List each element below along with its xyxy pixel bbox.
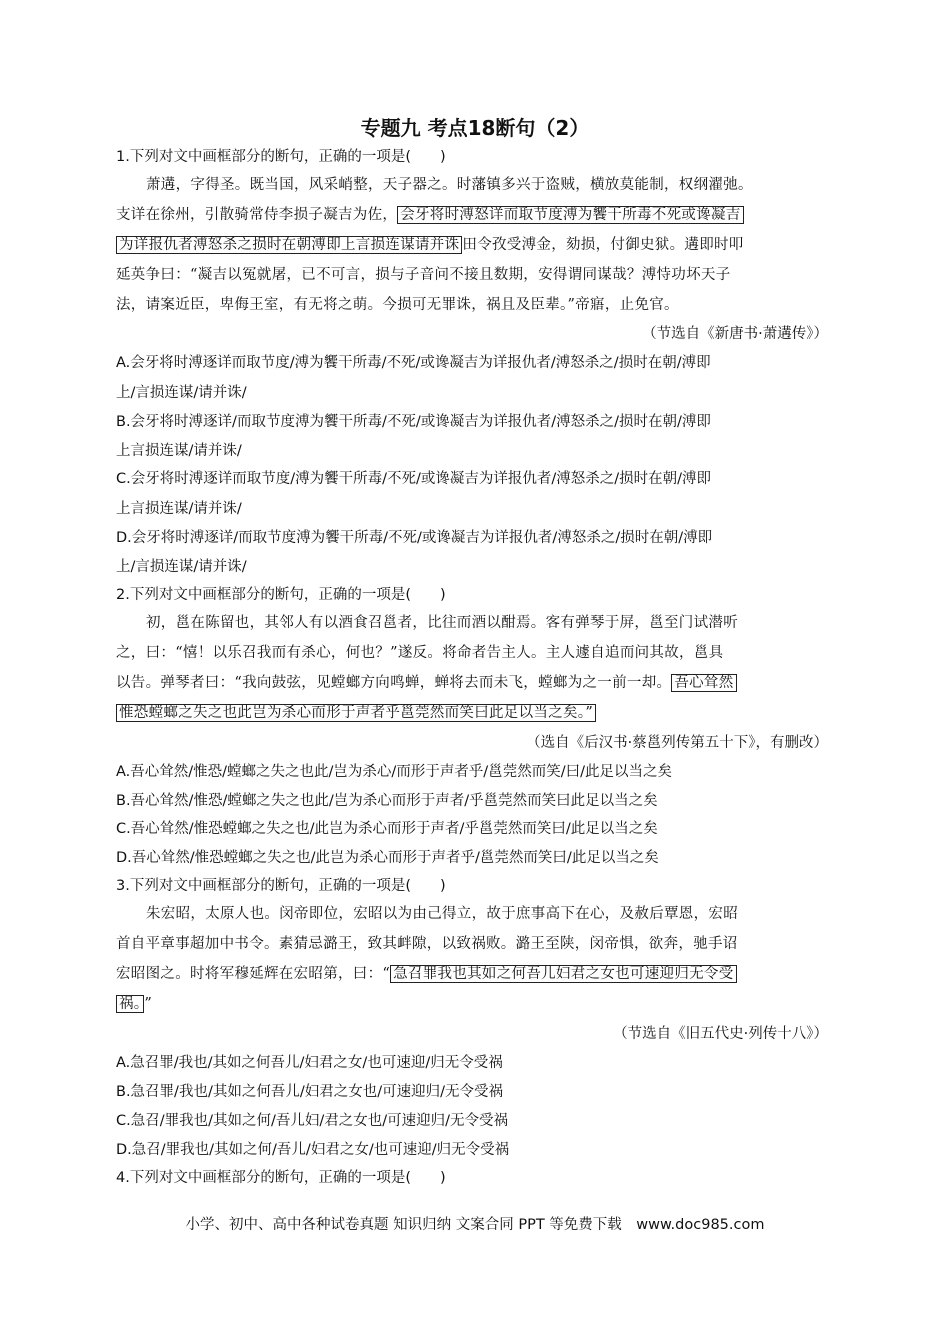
q3-passage-text: 宏昭图之。时将军穆延辉在宏昭第，曰：“ xyxy=(116,966,391,982)
q2-passage-line-1: 初，邕在陈留也，其邻人有以酒食召邕者，比往而酒以酣焉。客有弹琴于屏，邕至门试潜听 xyxy=(146,615,738,631)
q3-passage-line-4 xyxy=(116,992,152,1013)
question-3-stem: 3.下列对文中画框部分的断句，正确的一项是( ) xyxy=(116,878,446,894)
question-1-stem: 1.下列对文中画框部分的断句，正确的一项是( ) xyxy=(116,149,446,165)
q3-passage-line-2: 首自平章事超加中书令。素猜忌潞王，致其衅隙，以致祸败。潞王至陕，闵帝惧，欲奔，驰手诏 xyxy=(116,936,738,952)
q1-option-a-line-1: A.会牙将时溥逐详而取节度/溥为饗干所毒/不死/或谗凝吉为详报仇者/溥怒杀之/损时在朝/溥即 xyxy=(116,355,711,371)
q1-option-d-line-2: 上/言损连谋/请并诛/ xyxy=(116,559,247,575)
q1-option-d-line-1: D.会牙将时溥逐详/而取节度溥为饗干所毒/不死/或谗凝吉为详报仇者/溥怒杀之/损时在朝/溥即 xyxy=(116,530,713,546)
page-title: 专题九 考点18断句（2） xyxy=(360,116,590,140)
q1-passage-line-5: 法，请案近臣，卑侮王室，有无将之萌。今损可无罪诛，祸且及臣辈。”帝寤，止免官。 xyxy=(116,297,679,313)
q3-option-d: D.急召/罪我也/其如之何/吾儿/妇君之女/也可速迎/归无令受祸 xyxy=(116,1142,510,1158)
q1-option-c-line-2: 上言损连谋/请并诛/ xyxy=(116,501,242,517)
q2-passage-text: 以告。弹琴者曰：“我向鼓弦，见螳螂方向鸣蝉，蝉将去而未飞，螳螂为之一前一却。 xyxy=(116,675,672,691)
q3-option-a: A.急召罪/我也/其如之何吾儿/妇君之女/也可速迎/归无令受祸 xyxy=(116,1055,503,1071)
q1-passage-line-4: 延英争曰：“凝吉以冤就屠，已不可言，损与子音问不接且数期，安得谓同谋哉？溥恃功坏天子 xyxy=(116,267,731,283)
page-footer: 小学、初中、高中各种试卷真题 知识归纳 文案合同 PPT 等免费下载 www.doc985.com xyxy=(185,1217,765,1233)
q1-source: （节选自《新唐书·萧遘传》） xyxy=(642,326,828,342)
q3-passage-line-1: 朱宏昭，太原人也。闵帝即位，宏昭以为由己得立，故于庶事高下在心，及赦后覃恩，宏昭 xyxy=(146,906,738,922)
q2-passage-line-2: 之，曰：“憘！以乐召我而有杀心，何也？”遂反。将命者告主人。主人遽自追而问其故，邕具 xyxy=(116,645,724,661)
q2-option-c: C.吾心耸然/惟恐螳螂之失之也/此岂为杀心而形于声者/乎邕莞然而笑曰/此足以当之矣 xyxy=(116,821,658,837)
q1-passage-line-2 xyxy=(116,203,744,224)
q2-option-d: D.吾心耸然/惟恐螳螂之失之也/此岂为杀心而形于声者乎/邕莞然而笑曰/此足以当之矣 xyxy=(116,850,659,866)
q1-passage-line-1: 萧遘，字得圣。既当国，风采峭整，天子器之。时藩镇多兴于盗贼，横放莫能制，权纲濯弛。 xyxy=(146,177,753,193)
q1-boxed-text-1: 会牙将时溥怒详而取节度溥为饗干所毒不死或谗凝吉 xyxy=(397,206,743,224)
q2-option-b: B.吾心耸然/惟恐/螳螂之失之也此/岂为杀心而形于声者/乎邕莞然而笑曰此足以当之矣 xyxy=(116,793,658,809)
q2-passage-line-3 xyxy=(116,671,737,692)
q1-passage-line-3 xyxy=(116,233,744,254)
q3-boxed-text-2: 祸。 xyxy=(116,995,144,1013)
q3-option-b: B.急召罪/我也/其如之何吾儿/妇君之女也/可速迎归/无令受祸 xyxy=(116,1084,503,1100)
q2-option-a: A.吾心耸然/惟恐/螳螂之失之也此/岂为杀心/而形于声者乎/邕莞然而笑/曰/此足以当之矣 xyxy=(116,764,672,780)
q1-option-c-line-1: C.会牙将时溥逐详而取节度/溥为饗干所毒/不死/或谗凝吉为详报仇者/溥怒杀之/损时在朝/溥即 xyxy=(116,471,712,487)
q1-passage-text: 田令孜受溥金，劾损，付御史狱。遘即时叩 xyxy=(462,237,744,253)
q2-passage-line-4 xyxy=(116,701,596,722)
q2-boxed-text-1: 吾心耸然 xyxy=(671,674,736,692)
q3-passage-text: ” xyxy=(144,996,153,1012)
q1-option-b-line-2: 上言损连谋/请并诛/ xyxy=(116,443,242,459)
q2-source: （选自《后汉书·蔡邕列传第五十下》，有删改） xyxy=(526,735,828,751)
question-4-stem: 4.下列对文中画框部分的断句，正确的一项是( ) xyxy=(116,1170,446,1186)
q1-option-b-line-1: B.会牙将时溥逐详/而取节度溥为饗干所毒/不死/或谗凝吉为详报仇者/溥怒杀之/损时在朝/溥即 xyxy=(116,414,711,430)
q2-boxed-text-2: 惟恐螳螂之失之也此岂为杀心而形于声者乎邕莞然而笑曰此足以当之矣。” xyxy=(116,704,596,722)
q1-option-a-line-2: 上/言损连谋/请并诛/ xyxy=(116,385,247,401)
q1-boxed-text-2: 为详报仇者溥怒杀之损时在朝溥即上言损连谋请并诛 xyxy=(116,236,462,254)
question-2-stem: 2.下列对文中画框部分的断句，正确的一项是( ) xyxy=(116,587,446,603)
q3-passage-line-3 xyxy=(116,962,737,983)
q3-source: （节选自《旧五代史·列传十八》） xyxy=(613,1026,828,1042)
q1-passage-text: 支详在徐州，引散骑常侍李损子凝吉为佐， xyxy=(116,207,398,223)
q3-boxed-text-1: 急召罪我也其如之何吾儿妇君之女也可速迎归无令受 xyxy=(390,965,736,983)
q3-option-c: C.急召/罪我也/其如之何/吾儿妇/君之女也/可速迎归/无令受祸 xyxy=(116,1113,509,1129)
